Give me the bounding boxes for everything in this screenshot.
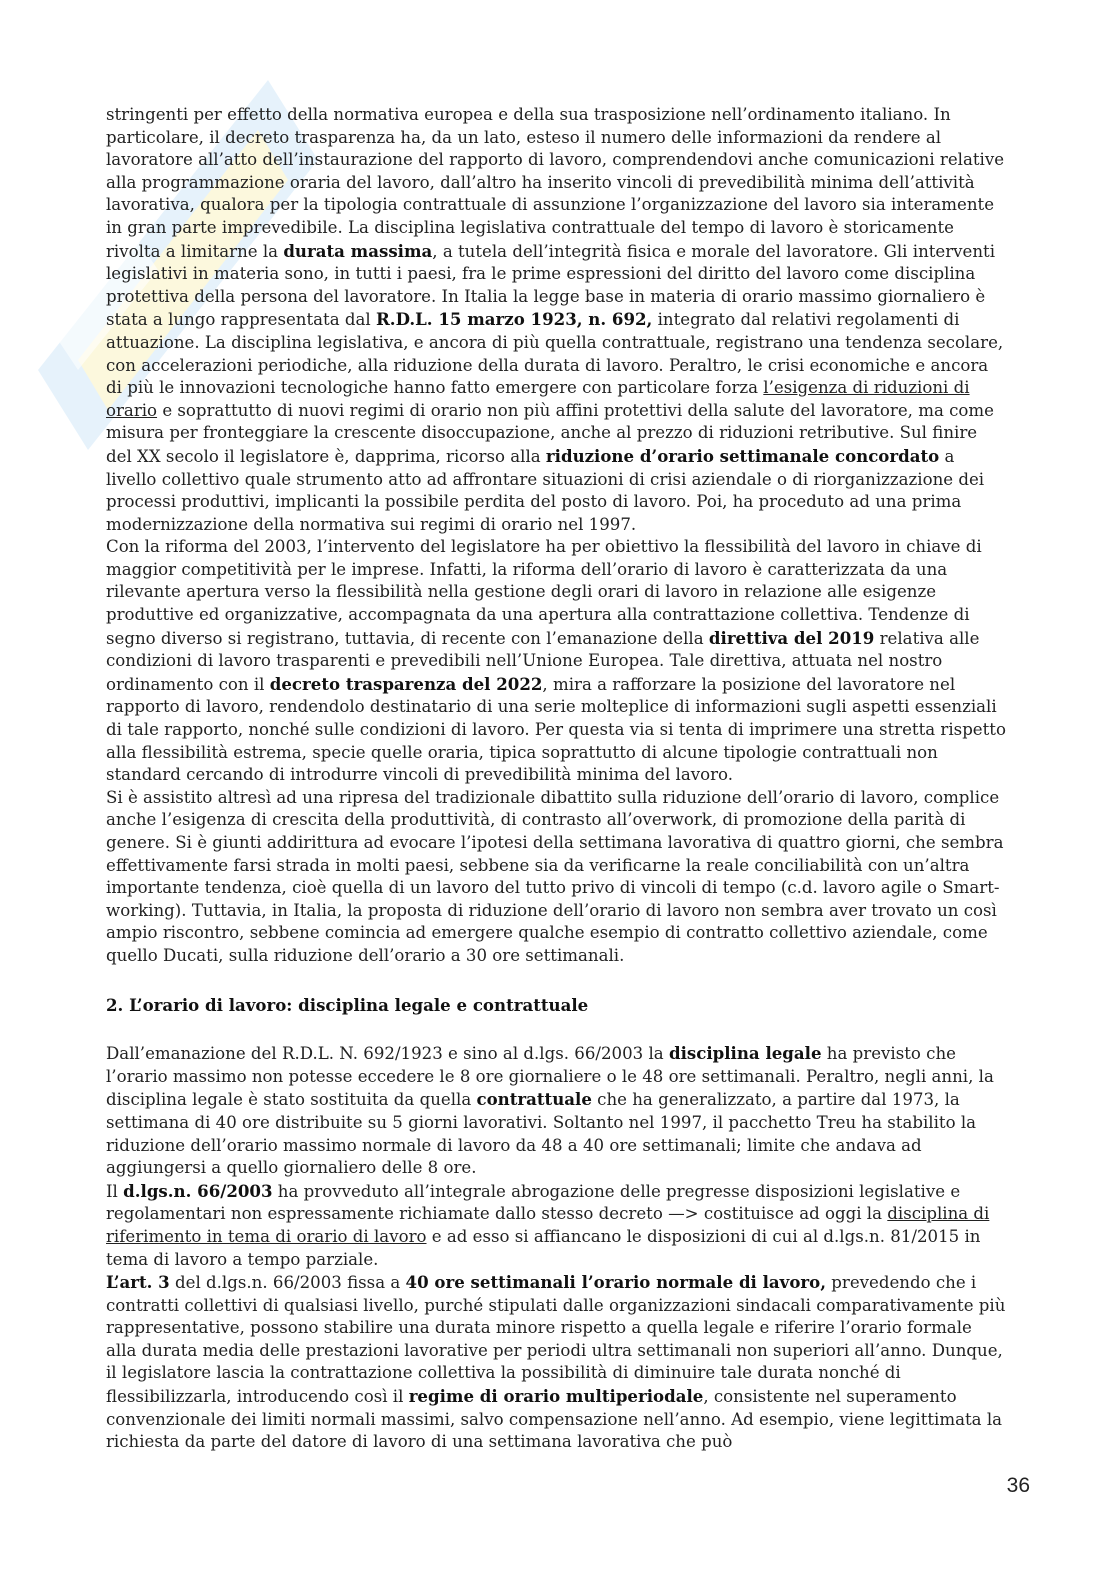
paragraph-dlgs-66-2003: Il d.lgs.n. 66/2003 ha provveduto all’integrale abrogazione delle pregresse disposizioni legislative e regolamentari non espressamente richiamate dallo stesso decreto —> costituisce ad oggi la disciplina di riferimento in tema di orario di lavoro e ad esso si affiancano le disposizioni di cui al d.lgs.n. 81/2015 in tema di lavoro a tempo parziale. — [106, 1180, 990, 1269]
paragraph-debate: Si è assistito altresì ad una ripresa del tradizionale dibattito sulla riduzione dell’orario di lavoro, complice anche l’esigenza di crescita della produttività, di contrasto all’overwork, di promozione della parità di genere. Si è giunti addirittura ad evocare l’ipotesi della settimana lavorativa di quattro giorni, che sembra effettivamente farsi strada in molti paesi, sebbene sia da verificarne la reale conciliabilità con un’altra importante tendenza, cioè quella di un lavoro del tutto privo di vincoli di tempo (c.d. lavoro agile o Smart-working). Tuttavia, in Italia, la proposta di riduzione dell’orario di lavoro non sembra aver trovato un così ampio riscontro, sebbene comincia ad emergere qualche esempio di contratto collettivo aziendale, come quello Ducati, sulla riduzione dell’orario a 30 ore settimanali. — [106, 787, 1004, 965]
paragraph-art-3: L’art. 3 del d.lgs.n. 66/2003 fissa a 40 ore settimanali l’orario normale di lavoro, prevedendo che i contratti collettivi di qualsiasi livello, purché stipulati dalle organizzazioni sindacali comparativamente più rappresentative, possono stabilire una durata minore rispetto a quella legale e riferire l’orario formale alla durata media delle prestazioni lavorative per periodi ultra settimanali non superiori all’anno. Dunque, il legislatore lascia la contrattazione collettiva la possibilità di diminuire tale durata nonché di flessibilizzarla, introducendo così il regime di orario multiperiodale, consistente nel superamento convenzionale dei limiti normali massimi, salvo compensazione nell’anno. Ad esempio, viene legittimata la richiesta da parte del datore di lavoro di una settimana lavorativa che può — [106, 1272, 1006, 1452]
section-heading: 2. L’orario di lavoro: disciplina legale e contrattuale — [106, 994, 589, 1015]
paragraph-intro: stringenti per effetto della normativa europea e della sua trasposizione nell’ordinamento italiano. In particolare, il decreto trasparenza ha, da un lato, esteso il numero delle informazioni da rendere al lavoratore all’atto dell’instaurazione del rapporto di lavoro, comprendendovi anche comunicazioni relative alla programmazione oraria del lavoro, dall’altro ha inserito vincoli di prevedibilità minima dell’attività lavorativa, qualora per la tipologia contrattuale di assunzione l’organizzazione del lavoro sia interamente in gran parte imprevedibile. La disciplina legislativa contrattuale del tempo di lavoro è storicamente rivolta a limitarne la durata massima, a tutela dell’integrità fisica e morale del lavoratore. Gli interventi legislativi in materia sono, in tutti i paesi, fra le prime espressioni del diritto del lavoro come disciplina protettiva della persona del lavoratore. In Italia la legge base in materia di orario massimo giornaliero è stata a lungo rappresentata dal R.D.L. 15 marzo 1923, n. 692, integrato dal relativi regolamenti di attuazione. La disciplina legislativa, e ancora di più quella contrattuale, registrano una tendenza secolare, con accelerazioni periodiche, alla riduzione della durata di lavoro. Peraltro, le crisi economiche e ancora di più le innovazioni tecnologiche hanno fatto emergere con particolare forza l’esigenza di riduzioni di orario e soprattutto di nuovi regimi di orario non più affini protettivi della salute del lavoratore, ma come misura per fronteggiare la crescente disoccupazione, anche al prezzo di riduzioni retributive. Sul finire del XX secolo il legislatore è, dapprima, ricorso alla riduzione d’orario settimanale concordato a livello collettivo quale strumento atto ad affrontare situazioni di crisi aziendale o di riorganizzazione dei processi produttivi, implicanti la possibile perdita del posto di lavoro. Poi, ha proceduto ad una prima modernizzazione della normativa sui regimi di orario nel 1997. — [106, 105, 1005, 534]
document-page — [106, 104, 1006, 1454]
paragraph-reform-2003: Con la riforma del 2003, l’intervento del legislatore ha per obiettivo la flessibilità del lavoro in chiave di maggior competitività per le imprese. Infatti, la riforma dell’orario di lavoro è caratterizzata da una rilevante apertura verso la flessibilità nella gestione degli orari di lavoro in relazione alle esigenze produttive ed organizzative, accompagnata da una apertura alla contrattazione collettiva. Tendenze di segno diverso si registrano, tuttavia, di recente con l’emanazione della direttiva del 2019 relativa alle condizioni di lavoro trasparenti e prevedibili nell’Unione Europea. Tale direttiva, attuata nel nostro ordinamento con il decreto trasparenza del 2022, mira a rafforzare la posizione del lavoratore nel rapporto di lavoro, rendendolo destinatario di una serie molteplice di informazioni sugli aspetti essenziali di tale rapporto, nonché sulle condizioni di lavoro. Per questa via si tenta di imprimere una stretta rispetto alla flessibilità estrema, specie quelle oraria, tipica soprattutto di alcune tipologie contrattuali non standard cercando di introdurre vincoli di prevedibilità minima del lavoro. — [106, 537, 1006, 785]
paragraph-legal-discipline: Dall’emanazione del R.D.L. N. 692/1923 e sino al d.lgs. 66/2003 la disciplina legale ha previsto che l’orario massimo non potesse eccedere le 8 ore giornaliere o le 48 ore settimanali. Peraltro, negli anni, la disciplina legale è stato sostituita da quella contrattuale che ha generalizzato, a partire dal 1973, la settimana di 40 ore distribuite su 5 giorni lavorativi. Soltanto nel 1997, il pacchetto Treu ha stabilito la riduzione dell’orario massimo normale di lavoro da 48 a 40 ore settimanali; limite che andava ad aggiungersi a quello giornaliero delle 8 ore. — [106, 1043, 994, 1178]
page-number: 36 — [1006, 1474, 1030, 1497]
